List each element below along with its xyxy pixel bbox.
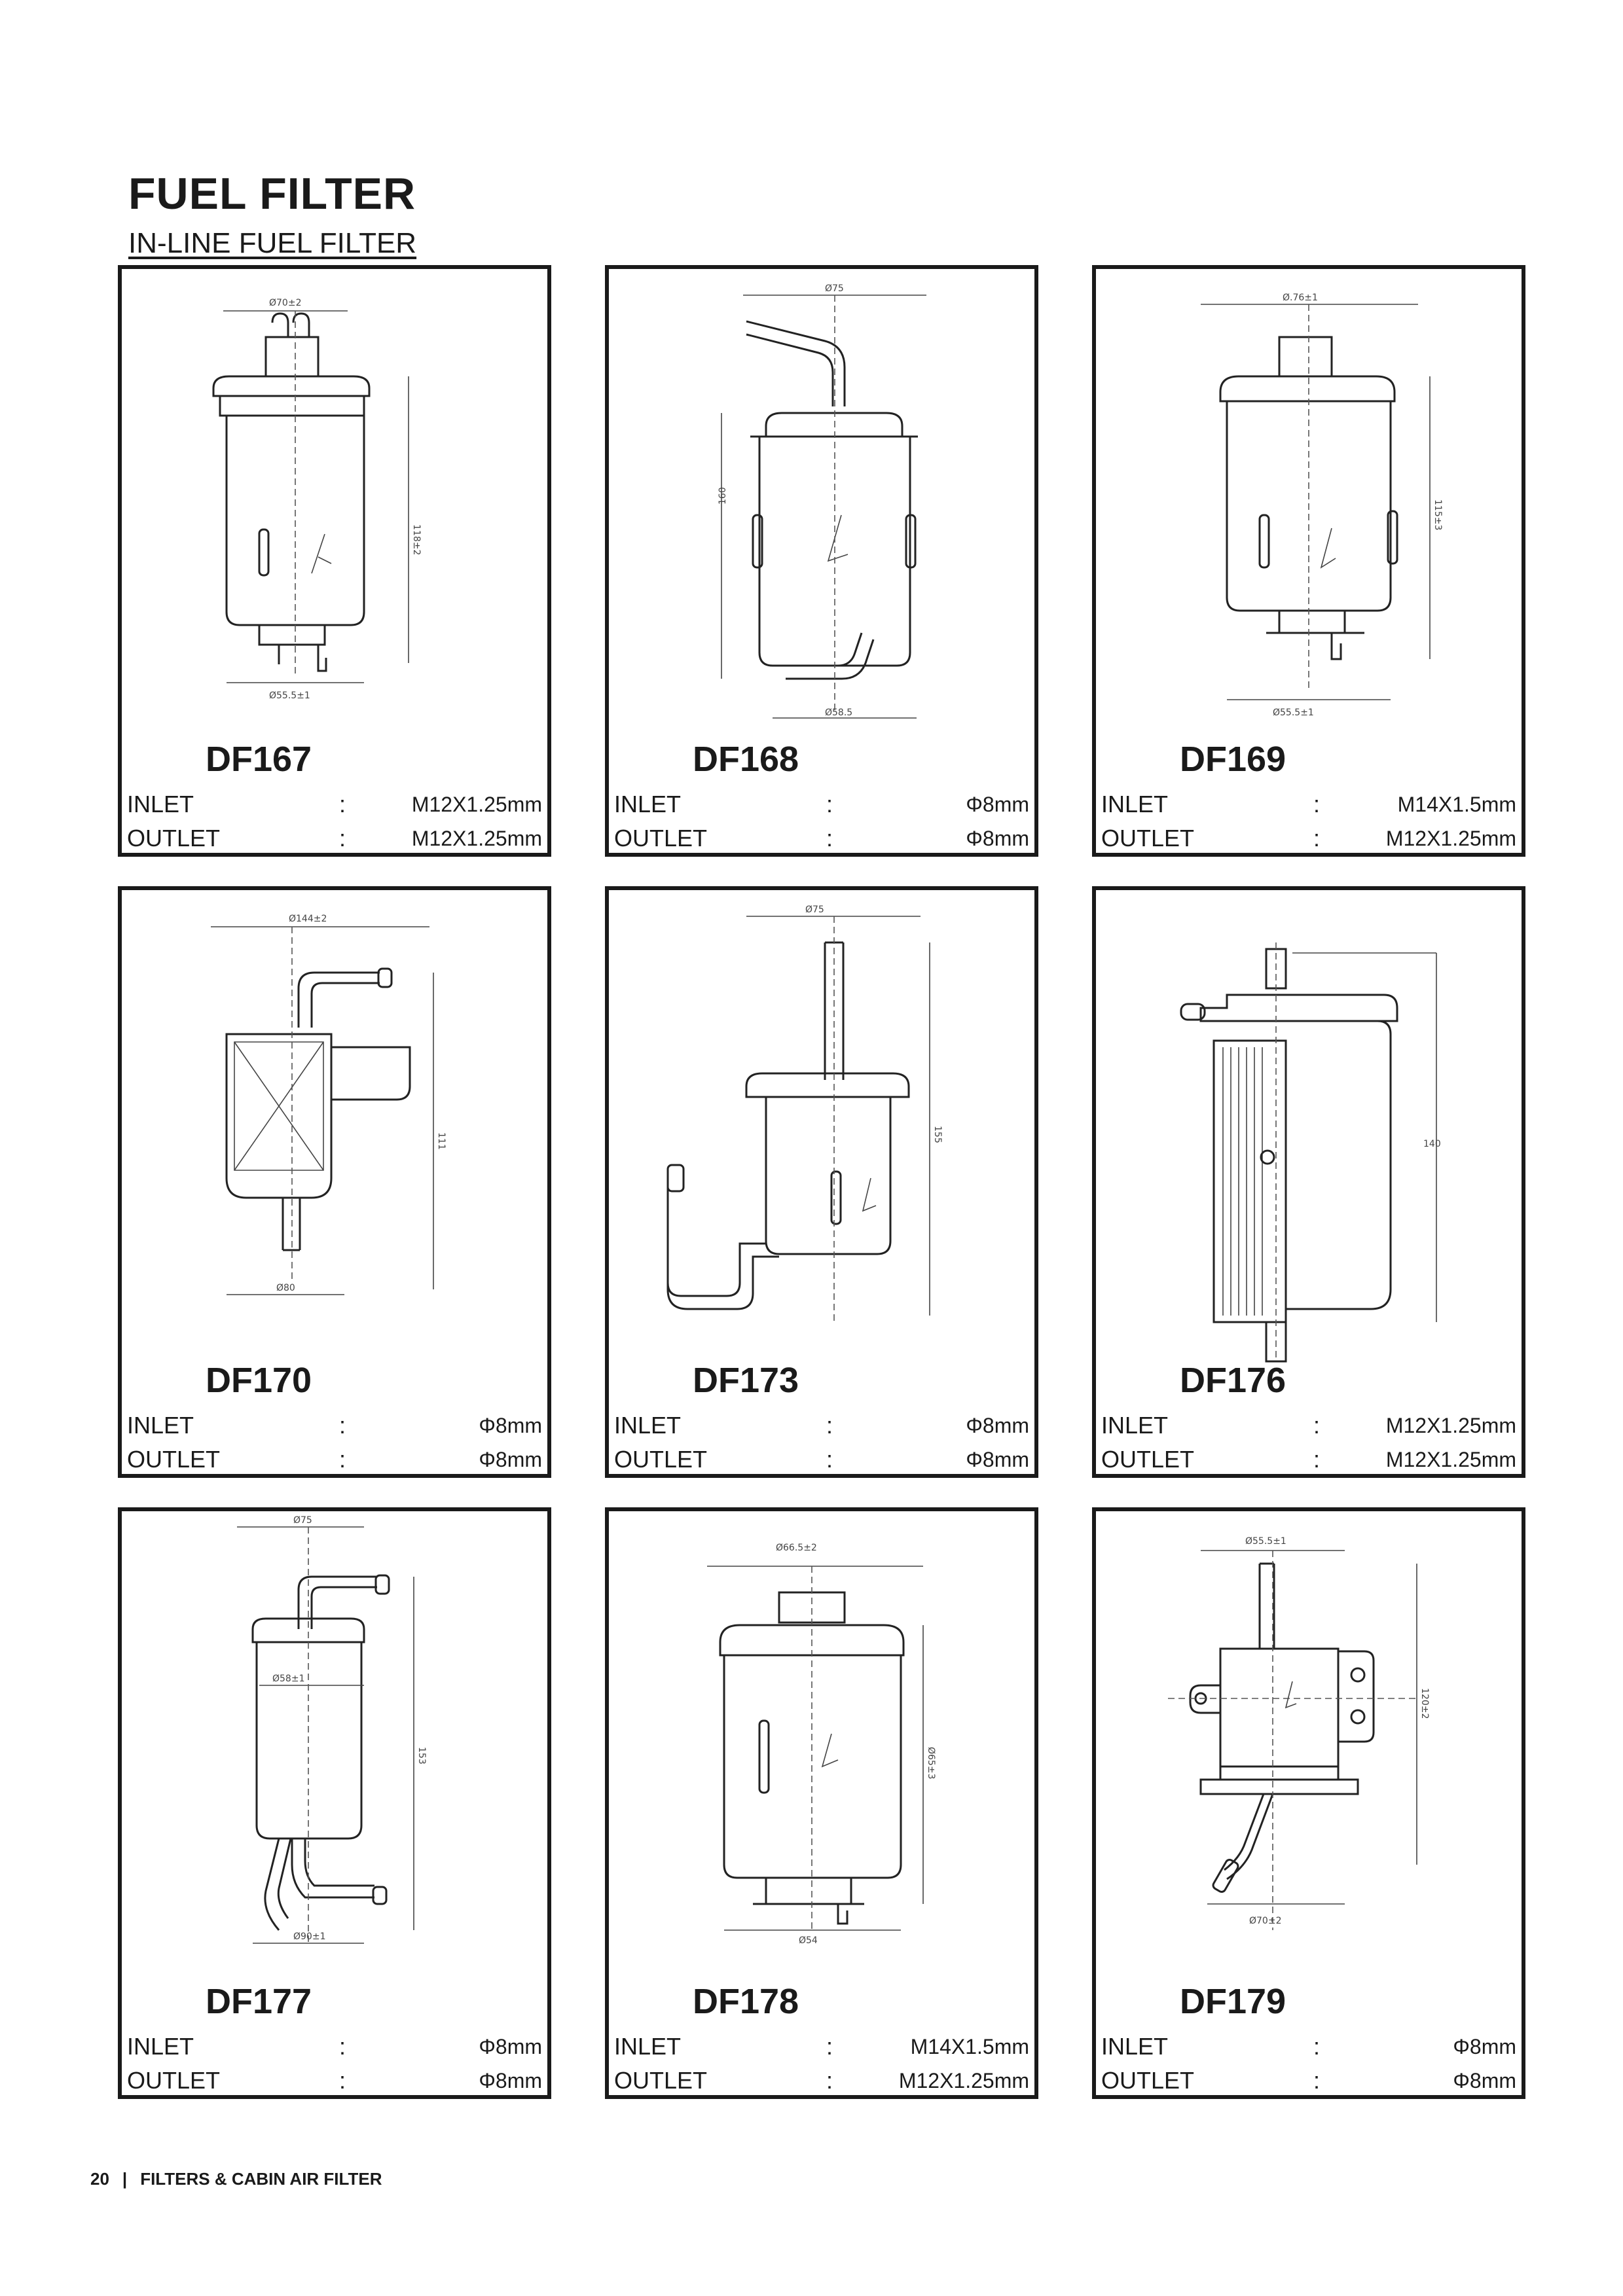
outlet-value: M12X1.25mm [1385,1448,1516,1471]
inlet-row [127,1410,542,1441]
filter-drawing [609,269,1034,747]
outlet-row [1101,2065,1516,2096]
filter-drawing [122,269,547,747]
model-number: DF178 [693,1982,799,2021]
outlet-row [1101,1444,1516,1475]
svg-text:Ø.76±1: Ø.76±1 [1283,293,1318,303]
colon: : [1313,2033,1321,2060]
svg-text:111: 111 [436,1132,447,1150]
svg-text:Ø70±2: Ø70±2 [269,298,302,308]
filter-drawing [609,1511,1034,1989]
page-footer [90,2170,382,2187]
colon: : [1313,2067,1321,2094]
inlet-value: Φ8mm [479,2035,542,2058]
outlet-value: M12X1.25mm [411,827,542,850]
outlet-value: Φ8mm [479,1448,542,1471]
svg-text:118±2: 118±2 [411,524,422,556]
svg-text:Ø75: Ø75 [825,283,844,294]
outlet-label: OUTLET [127,825,221,852]
inlet-label: INLET [614,2033,682,2060]
outlet-label: OUTLET [127,2067,221,2094]
inlet-value: M14X1.5mm [1397,793,1516,816]
inlet-value: Φ8mm [966,1414,1029,1437]
page-subtitle: IN-LINE FUEL FILTER [128,227,417,259]
outlet-label: OUTLET [614,1446,708,1473]
inlet-label: INLET [1101,791,1169,817]
colon: : [339,791,346,817]
outlet-label: OUTLET [1101,825,1195,852]
outlet-label: OUTLET [614,2067,708,2094]
outlet-value: Φ8mm [479,2069,542,2092]
model-number: DF168 [693,740,799,779]
svg-text:Ø75: Ø75 [805,905,824,915]
inlet-value: Φ8mm [1453,2035,1516,2058]
product-card-df178 [605,1507,1038,2099]
outlet-row [127,2065,542,2096]
inlet-label: INLET [127,2033,194,2060]
inlet-row [127,2031,542,2062]
outlet-label: OUTLET [127,1446,221,1473]
page-number: 20 [90,2169,109,2189]
svg-text:140: 140 [1423,1139,1441,1149]
outlet-label: OUTLET [614,825,708,852]
filter-drawing [122,890,547,1368]
inlet-row [1101,1410,1516,1441]
svg-text:Ø80: Ø80 [276,1283,295,1293]
svg-text:153: 153 [416,1747,427,1765]
inlet-label: INLET [1101,2033,1169,2060]
colon: : [826,1412,833,1439]
model-number: DF177 [206,1982,312,2021]
colon: : [826,1446,833,1473]
outlet-value: Φ8mm [966,827,1029,850]
svg-text:Ø55.5±1: Ø55.5±1 [1273,708,1314,718]
colon: : [1313,1412,1321,1439]
svg-text:160: 160 [718,487,728,505]
filter-drawing [609,890,1034,1368]
inlet-value: Φ8mm [966,793,1029,816]
colon: : [339,825,346,852]
outlet-value: M12X1.25mm [1385,827,1516,850]
colon: : [1313,825,1321,852]
inlet-value: Φ8mm [479,1414,542,1437]
colon: : [826,825,833,852]
svg-text:Ø90±1: Ø90±1 [293,1931,326,1942]
model-number: DF167 [206,740,312,779]
colon: : [826,2067,833,2094]
colon: : [339,2033,346,2060]
inlet-value: M12X1.25mm [411,793,542,816]
filter-drawing [1096,890,1522,1368]
svg-text:Ø58±1: Ø58±1 [272,1674,305,1684]
svg-text:Ø55.5±1: Ø55.5±1 [269,691,310,701]
inlet-label: INLET [1101,1412,1169,1439]
product-card-df177 [118,1507,551,2099]
colon: : [826,2033,833,2060]
colon: : [339,2067,346,2094]
inlet-label: INLET [614,1412,682,1439]
model-number: DF179 [1180,1982,1286,2021]
page-title: FUEL FILTER [128,169,416,219]
inlet-label: INLET [614,791,682,817]
outlet-value: Φ8mm [966,1448,1029,1471]
svg-text:155: 155 [932,1126,943,1143]
svg-text:Ø58.5: Ø58.5 [825,708,853,718]
svg-text:Ø55.5±1: Ø55.5±1 [1245,1536,1286,1547]
outlet-row [1101,823,1516,854]
outlet-label: OUTLET [1101,2067,1195,2094]
svg-text:Ø75: Ø75 [293,1515,312,1526]
outlet-row [614,1444,1029,1475]
model-number: DF173 [693,1361,799,1400]
outlet-value: M12X1.25mm [898,2069,1029,2092]
svg-text:Ø65±3: Ø65±3 [926,1747,936,1780]
section-name: FILTERS & CABIN AIR FILTER [140,2169,382,2189]
svg-text:Ø70±2: Ø70±2 [1249,1916,1282,1926]
outlet-label: OUTLET [1101,1446,1195,1473]
inlet-row [614,1410,1029,1441]
svg-text:115±3: 115±3 [1432,499,1443,531]
filter-drawing [1096,269,1522,747]
model-number: DF169 [1180,740,1286,779]
colon: : [1313,791,1321,817]
inlet-value: M12X1.25mm [1385,1414,1516,1437]
colon: : [339,1412,346,1439]
inlet-row [127,789,542,820]
model-number: DF176 [1180,1361,1286,1400]
colon: : [339,1446,346,1473]
footer-separator: | [122,2169,128,2189]
filter-drawing [1096,1511,1522,1989]
outlet-row [127,823,542,854]
inlet-row [1101,2031,1516,2062]
colon: : [826,791,833,817]
product-card-df173 [605,886,1038,1478]
svg-text:Ø66.5±2: Ø66.5±2 [776,1543,817,1553]
inlet-value: M14X1.5mm [910,2035,1029,2058]
inlet-label: INLET [127,791,194,817]
product-card-df169 [1092,265,1525,857]
svg-text:Ø54: Ø54 [799,1935,818,1946]
colon: : [1313,1446,1321,1473]
filter-drawing [122,1511,547,1989]
outlet-row [614,823,1029,854]
product-card-df179 [1092,1507,1525,2099]
product-card-df168 [605,265,1038,857]
product-card-df170 [118,886,551,1478]
inlet-row [1101,789,1516,820]
outlet-row [614,2065,1029,2096]
inlet-label: INLET [127,1412,194,1439]
svg-text:120±2: 120±2 [1419,1688,1430,1719]
inlet-row [614,2031,1029,2062]
outlet-row [127,1444,542,1475]
model-number: DF170 [206,1361,312,1400]
outlet-value: Φ8mm [1453,2069,1516,2092]
svg-text:Ø144±2: Ø144±2 [289,914,327,924]
product-card-df176 [1092,886,1525,1478]
inlet-row [614,789,1029,820]
product-card-df167 [118,265,551,857]
